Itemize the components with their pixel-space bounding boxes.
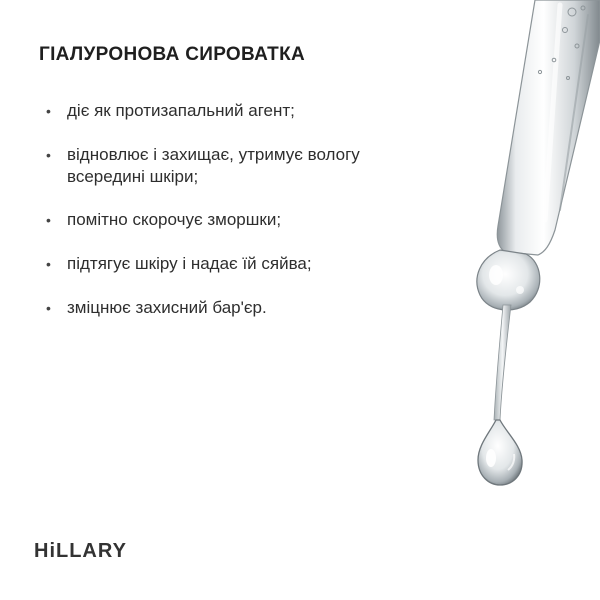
bullet-icon: •: [46, 103, 51, 119]
benefit-text: відновлює і захищає, утримує вологу всередині шкіри;: [67, 145, 360, 186]
benefit-text: помітно скорочує зморшки;: [67, 210, 282, 229]
brand-logo: HiLLARY: [34, 540, 127, 562]
pipette-tube: [497, 0, 600, 255]
serum-stream: [494, 305, 511, 420]
benefit-text: зміцнює захисний бар'єр.: [67, 298, 267, 317]
benefit-text: підтягує шкіру і надає їй сяйва;: [67, 254, 312, 273]
bullet-icon: •: [46, 256, 51, 272]
serum-drop: [478, 420, 522, 485]
serum-bulb: [477, 250, 540, 310]
bullet-icon: •: [46, 300, 51, 316]
benefit-text: діє як протизапальний агент;: [67, 101, 295, 120]
page-title: ГІАЛУРОНОВА СИРОВАТКА: [39, 44, 305, 65]
bullet-icon: •: [46, 147, 51, 163]
bullet-icon: •: [46, 212, 51, 228]
